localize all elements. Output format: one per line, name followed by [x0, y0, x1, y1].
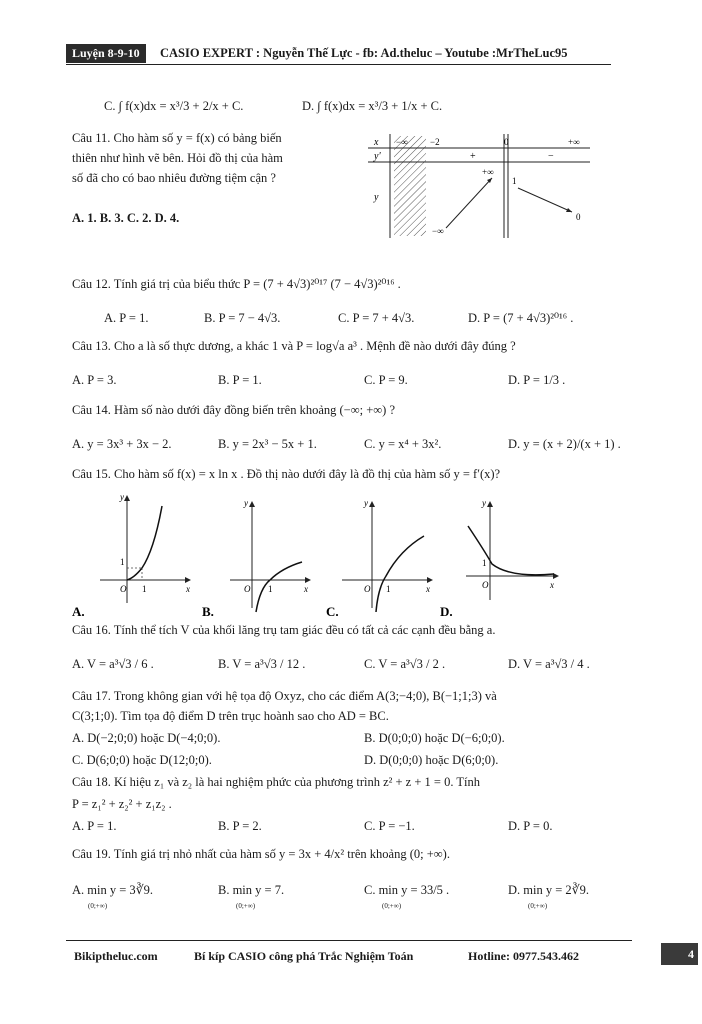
page-header [66, 44, 611, 65]
q11-line2: thiên như hình vẽ bên. Hỏi đồ thị của hàm [72, 151, 283, 165]
table-x-val-3: 0 [504, 137, 509, 147]
q16-option-d: D. V = a³√3 / 4 . [508, 657, 590, 671]
table-y-label: y [374, 192, 379, 203]
footer-book: Bí kíp CASIO công phá Trắc Nghiệm Toán [194, 949, 414, 963]
q14-option-d: D. y = (x + 2)/(x + 1) . [508, 437, 621, 451]
q18-line2: P = z₁² + z₂² + z₁z₂ . [72, 797, 172, 811]
graph-a-origin: O [120, 584, 127, 594]
graph-c-one: 1 [386, 584, 391, 594]
graph-c-x-label: x [426, 584, 430, 594]
q18-option-c: C. P = −1. [364, 819, 415, 833]
graph-a [72, 492, 190, 618]
q17-option-d: D. D(0;0;0) hoặc D(6;0;0). [364, 753, 499, 767]
graph-c-label: C. [326, 604, 339, 618]
q11-line1: Câu 11. Cho hàm số y = f(x) có bảng biến [72, 131, 282, 145]
graph-a-curve [127, 506, 162, 580]
q11-answers: A. 1. B. 3. C. 2. D. 4. [72, 211, 180, 225]
q18-option-a: A. P = 1. [72, 819, 117, 833]
q17-option-a: A. D(−2;0;0) hoặc D(−4;0;0). [72, 731, 221, 745]
table-arrow-down [518, 188, 572, 212]
graph-b-x-label: x [304, 584, 308, 594]
graph-b-curve [256, 562, 302, 612]
page-footer [66, 940, 694, 967]
q19-sub-c: (0;+∞) [382, 902, 402, 910]
table-x-val-2: −2 [430, 137, 440, 147]
graph-a-one-x: 1 [142, 584, 147, 594]
q13-option-c: C. P = 9. [364, 373, 408, 387]
graph-a-x-label: x [186, 584, 190, 594]
graph-b-one: 1 [268, 584, 273, 594]
q16-question: Câu 16. Tính thể tích V của khối lăng trụ tam giác đều có tất cả các cạnh đều bằng a. [72, 623, 496, 637]
graph-b-origin: O [244, 584, 251, 594]
q13-option-a: A. P = 3. [72, 373, 117, 387]
q18-option-d: D. P = 0. [508, 819, 553, 833]
graph-c [326, 498, 432, 618]
q10-option-c: C. ∫ f(x)dx = x³/3 + 2/x + C. [104, 99, 244, 113]
q16-option-a: A. V = a³√3 / 6 . [72, 657, 154, 671]
footer-site: Bikiptheluc.com [74, 949, 158, 963]
table-y-val-2: 1 [512, 176, 517, 186]
graph-d-one: 1 [482, 558, 487, 568]
q19-option-a: A. min y = 3∛9. [72, 883, 153, 897]
q17-line2: C(3;1;0). Tìm tọa độ điểm D trên trục hoành sao cho AD = BC. [72, 709, 389, 723]
q12-option-d: D. P = (7 + 4√3)²⁰¹⁶ . [468, 311, 574, 325]
q16-option-b: B. V = a³√3 / 12 . [218, 657, 306, 671]
table-x-val-1: −∞ [396, 137, 408, 147]
table-sign-1: + [470, 151, 476, 162]
q11-line3: số đã cho có bao nhiêu đường tiệm cận ? [72, 171, 276, 185]
q19-sub-d: (0;+∞) [528, 902, 548, 910]
graph-b-y-label: y [244, 498, 248, 508]
graph-d [440, 498, 558, 618]
q13-question: Câu 13. Cho a là số thực dương, a khác 1 và P = log√a a³ . Mệnh đề nào dưới đây đúng ? [72, 339, 516, 353]
table-sign-2: − [548, 151, 554, 162]
q14-option-c: C. y = x⁴ + 3x². [364, 437, 442, 451]
q15-question: Câu 15. Cho hàm số f(x) = x ln x . Đồ thị nào dưới đây là đồ thị của hàm số y = f′(x)? [72, 467, 501, 481]
table-y-val-1: +∞ [482, 167, 494, 177]
q13-option-d: D. P = 1/3 . [508, 373, 566, 387]
graph-d-curve [468, 526, 554, 575]
q19-question: Câu 19. Tính giá trị nhỏ nhất của hàm số y = 3x + 4/x² trên khoảng (0; +∞). [72, 847, 450, 861]
footer-hotline: Hotline: 0977.543.462 [468, 949, 579, 963]
q17-option-b: B. D(0;0;0) hoặc D(−6;0;0). [364, 731, 505, 745]
graph-c-origin: O [364, 584, 371, 594]
q14-option-b: B. y = 2x³ − 5x + 1. [218, 437, 317, 451]
q15-graphs [70, 488, 610, 618]
q18-line1: Câu 18. Kí hiệu z₁ và z₂ là hai nghiệm phức của phương trình z² + z + 1 = 0. Tính [72, 775, 480, 789]
table-dy-label: y' [374, 151, 381, 162]
variation-table [362, 132, 594, 240]
q12-question: Câu 12. Tính giá trị của biểu thức P = (7 + 4√3)²⁰¹⁷ (7 − 4√3)²⁰¹⁶ . [72, 277, 401, 291]
q16-option-c: C. V = a³√3 / 2 . [364, 657, 446, 671]
graph-d-label: D. [440, 604, 453, 618]
q18-option-b: B. P = 2. [218, 819, 262, 833]
q12-option-a: A. P = 1. [104, 311, 149, 325]
graph-b [202, 498, 310, 618]
graph-d-y-label: y [482, 498, 486, 508]
q17-line1: Câu 17. Trong không gian với hệ tọa độ Oxyz, cho các điểm A(3;−4;0), B(−1;1;3) và [72, 689, 497, 703]
q19-option-b: B. min y = 7. [218, 883, 285, 897]
graph-c-curve [376, 536, 424, 612]
q10-option-d: D. ∫ f(x)dx = x³/3 + 1/x + C. [302, 99, 443, 113]
graph-c-y-label: y [364, 498, 368, 508]
table-arrow-up [446, 178, 492, 228]
q12-option-b: B. P = 7 − 4√3. [204, 311, 281, 325]
q19-sub-b: (0;+∞) [236, 902, 256, 910]
graph-a-y-label: y [120, 492, 124, 502]
q14-option-a: A. y = 3x³ + 3x − 2. [72, 437, 172, 451]
q12-option-c: C. P = 7 + 4√3. [338, 311, 415, 325]
graph-a-one-y: 1 [120, 557, 125, 567]
table-x-val-4: +∞ [568, 137, 580, 147]
table-y-val-4: 0 [576, 212, 581, 222]
graph-d-x-label: x [550, 580, 554, 590]
graph-b-label: B. [202, 604, 214, 618]
q14-question: Câu 14. Hàm số nào dưới đây đồng biến trên khoảng (−∞; +∞) ? [72, 403, 396, 417]
q17-option-c: C. D(6;0;0) hoặc D(12;0;0). [72, 753, 212, 767]
q13-option-b: B. P = 1. [218, 373, 262, 387]
page-number: 4 [661, 943, 698, 965]
header-tag: Luyện 8-9-10 [66, 44, 146, 63]
q19-option-c: C. min y = 33/5 . [364, 883, 450, 897]
table-y-val-3: −∞ [432, 226, 444, 236]
graph-d-origin: O [482, 580, 489, 590]
table-x-label: x [374, 137, 379, 148]
graph-a-label: A. [72, 604, 85, 618]
q19-option-d: D. min y = 2∛9. [508, 883, 589, 897]
header-title: CASIO EXPERT : Nguyễn Thế Lực - fb: Ad.theluc – Youtube :MrTheLuc95 [160, 46, 568, 60]
hatched-region [394, 136, 426, 236]
q19-sub-a: (0;+∞) [88, 902, 108, 910]
